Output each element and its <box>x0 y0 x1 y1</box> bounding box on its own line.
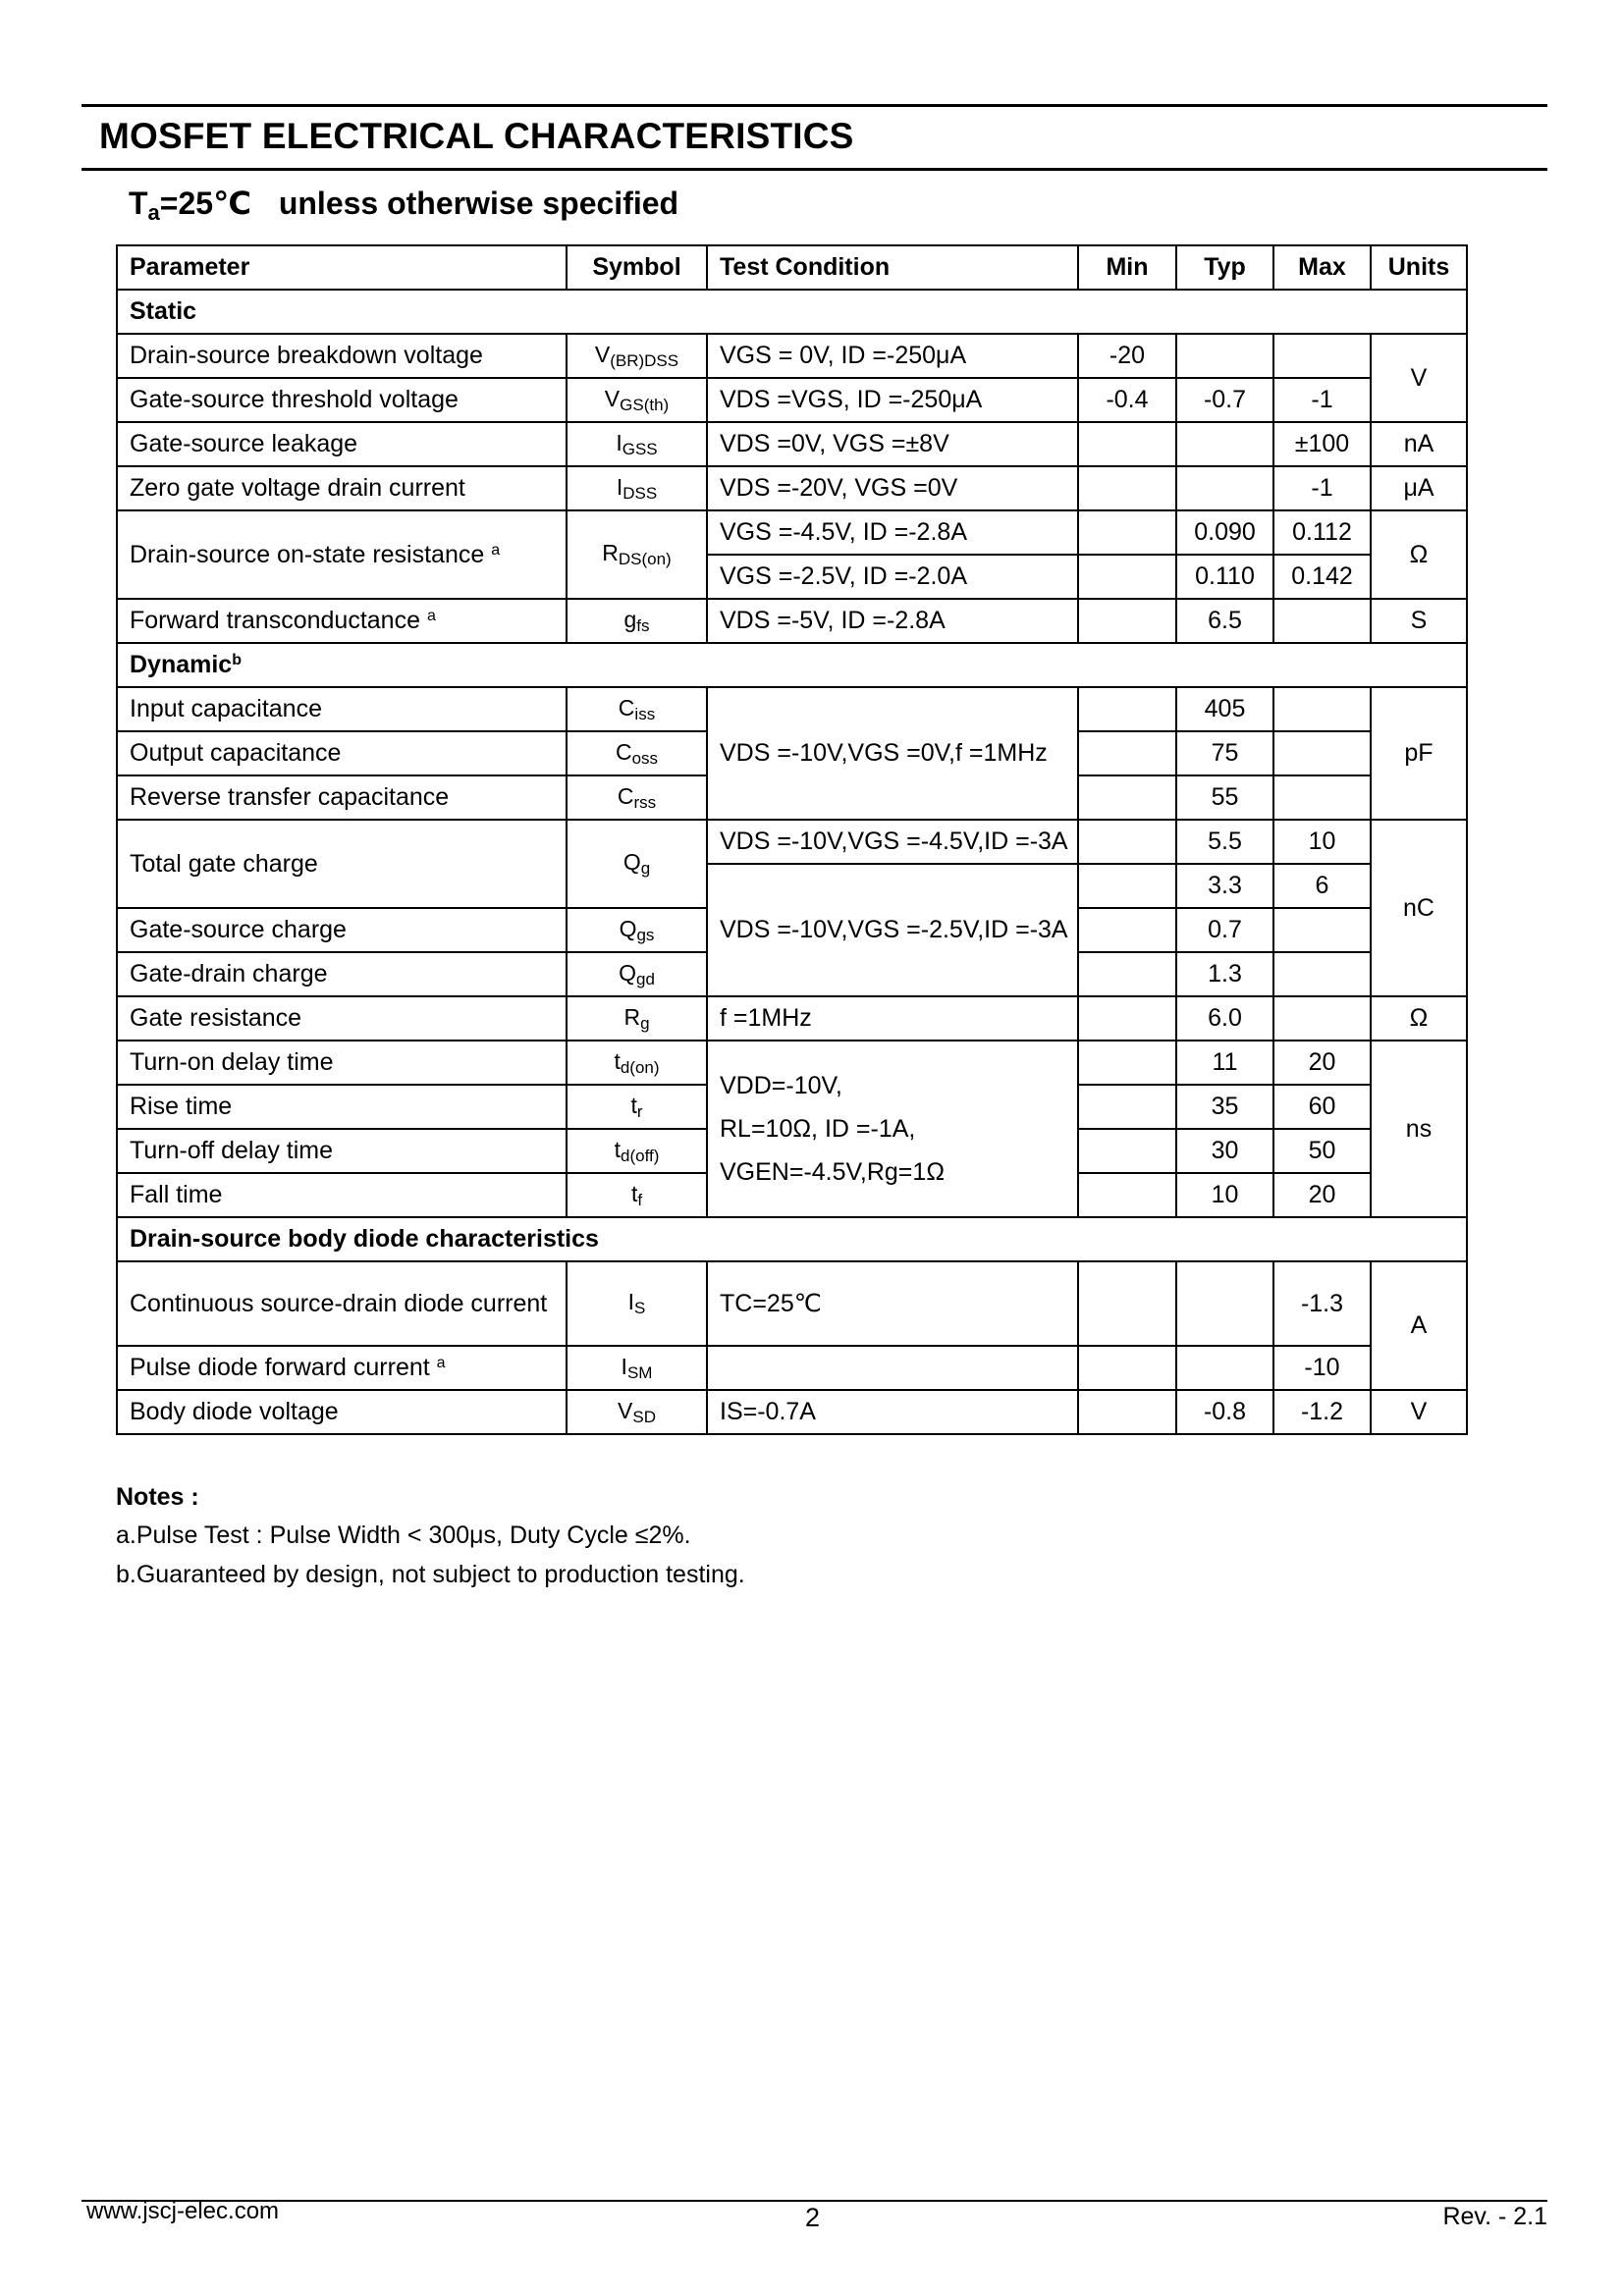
min-cell: -0.4 <box>1078 378 1176 422</box>
param-cell: Turn-on delay time <box>117 1041 567 1085</box>
notes <box>116 1483 745 1600</box>
symbol-cell: $V_{GS(th)}$ <box>567 378 707 422</box>
min-cell <box>1078 599 1176 643</box>
table-row <box>117 334 1467 378</box>
typ-cell <box>1176 422 1273 466</box>
test-cell: VDS =0V, VGS =±8V <box>707 422 1078 466</box>
typ-cell: -0.8 <box>1176 1390 1273 1434</box>
unit-cell: A <box>1371 1261 1467 1390</box>
table-row <box>117 599 1467 643</box>
section-label: Drain-source body diode characteristics <box>117 1217 1467 1261</box>
condition-t: T <box>129 186 148 221</box>
typ-cell: 0.110 <box>1176 555 1273 599</box>
symbol-cell: $R_{DS(on)}$ <box>567 510 707 599</box>
test-cell: f =1MHz <box>707 996 1078 1041</box>
header-test-condition: Test Condition <box>707 245 1078 290</box>
typ-cell: 11 <box>1176 1041 1273 1085</box>
symbol-cell: $I_{GSS}$ <box>567 422 707 466</box>
param-cell: Zero gate voltage drain current <box>117 466 567 510</box>
symbol-cell: $t_{d(off)}$ <box>567 1129 707 1173</box>
min-cell: -20 <box>1078 334 1176 378</box>
param-cell: Continuous source-drain diode current <box>117 1261 567 1346</box>
param-cell: Gate-source charge <box>117 908 567 952</box>
param-cell: Gate-drain charge <box>117 952 567 996</box>
symbol-cell: $t_{d(on)}$ <box>567 1041 707 1085</box>
min-cell <box>1078 731 1176 775</box>
min-cell <box>1078 908 1176 952</box>
min-cell <box>1078 555 1176 599</box>
switch-test-line: VGEN=-4.5V,Rg=1Ω <box>720 1158 946 1186</box>
min-cell <box>1078 687 1176 731</box>
symbol-cell: $V_{(BR)DSS}$ <box>567 334 707 378</box>
max-cell <box>1273 599 1371 643</box>
max-cell: 20 <box>1273 1173 1371 1217</box>
typ-cell: 3.3 <box>1176 864 1273 908</box>
min-cell <box>1078 510 1176 555</box>
typ-cell: 10 <box>1176 1173 1273 1217</box>
param-cell: Forward transconductance $^a$ <box>117 599 567 643</box>
param-cell: Total gate charge <box>117 820 567 908</box>
param-cell: Drain-source breakdown voltage <box>117 334 567 378</box>
param-cell: Gate resistance <box>117 996 567 1041</box>
typ-cell: -0.7 <box>1176 378 1273 422</box>
unit-cell: μA <box>1371 466 1467 510</box>
symbol-cell: $C_{rss}$ <box>567 775 707 820</box>
param-cell: Gate-source threshold voltage <box>117 378 567 422</box>
note-b: b.Guaranteed by design, not subject to production testing. <box>116 1561 745 1588</box>
max-cell: -1 <box>1273 466 1371 510</box>
test-cell: IS=-0.7A <box>707 1390 1078 1434</box>
unit-cell: Ω <box>1371 510 1467 599</box>
symbol-cell: $Q_{gs}$ <box>567 908 707 952</box>
header-row <box>117 245 1467 290</box>
max-cell: -10 <box>1273 1346 1371 1390</box>
test-cell: VDS =-10V,VGS =0V,f =1MHz <box>707 687 1078 820</box>
typ-cell: 405 <box>1176 687 1273 731</box>
max-cell: 60 <box>1273 1085 1371 1129</box>
max-cell: 0.112 <box>1273 510 1371 555</box>
table-row <box>117 510 1467 555</box>
max-cell <box>1273 952 1371 996</box>
typ-cell: 6.0 <box>1176 996 1273 1041</box>
max-cell <box>1273 731 1371 775</box>
unit-cell: S <box>1371 599 1467 643</box>
footer-url: www.jscj-elec.com <box>86 2198 280 2224</box>
symbol-cell: $I_S$ <box>567 1261 707 1346</box>
table-row <box>117 466 1467 510</box>
test-cell: VGS =-2.5V, ID =-2.0A <box>707 555 1078 599</box>
page-title: MOSFET ELECTRICAL CHARACTERISTICS <box>99 116 854 156</box>
test-cell: VGS = 0V, ID =-250μA <box>707 334 1078 378</box>
top-rule <box>81 104 1547 107</box>
unit-cell: nA <box>1371 422 1467 466</box>
section-label: Dynamic$^b$ <box>117 643 1467 687</box>
min-cell <box>1078 1261 1176 1346</box>
param-cell: Rise time <box>117 1085 567 1129</box>
table-row <box>117 820 1467 864</box>
table-row <box>117 1041 1467 1085</box>
header-parameter: Parameter <box>117 245 567 290</box>
typ-cell: 0.090 <box>1176 510 1273 555</box>
param-cell: Drain-source on-state resistance $^a$ <box>117 510 567 599</box>
table-row <box>117 687 1467 731</box>
test-cell: TC=25℃ <box>707 1261 1078 1346</box>
min-cell <box>1078 775 1176 820</box>
section-dynamic <box>117 643 1467 687</box>
switch-test-line: VDD=-10V, <box>720 1072 842 1099</box>
symbol-cell: $V_{SD}$ <box>567 1390 707 1434</box>
table-row <box>117 378 1467 422</box>
typ-cell <box>1176 334 1273 378</box>
table-row <box>117 1346 1467 1390</box>
header-symbol: Symbol <box>567 245 707 290</box>
max-cell: -1.2 <box>1273 1390 1371 1434</box>
unit-cell: V <box>1371 334 1467 422</box>
unit-cell: V <box>1371 1390 1467 1434</box>
param-cell: Reverse transfer capacitance <box>117 775 567 820</box>
condition-text: unless otherwise specified <box>278 186 679 221</box>
min-cell <box>1078 1041 1176 1085</box>
max-cell: 50 <box>1273 1129 1371 1173</box>
max-cell: 20 <box>1273 1041 1371 1085</box>
param-cell: Output capacitance <box>117 731 567 775</box>
table-row <box>117 1390 1467 1434</box>
max-cell <box>1273 334 1371 378</box>
note-a: a.Pulse Test : Pulse Width < 300μs, Duty Cycle ≤2%. <box>116 1522 691 1549</box>
min-cell <box>1078 1390 1176 1434</box>
header-max: Max <box>1273 245 1371 290</box>
symbol-cell: $C_{iss}$ <box>567 687 707 731</box>
symbol-cell: $g_{fs}$ <box>567 599 707 643</box>
max-cell: 6 <box>1273 864 1371 908</box>
param-cell: Gate-source leakage <box>117 422 567 466</box>
test-cell <box>707 1346 1078 1390</box>
symbol-cell: $Q_{gd}$ <box>567 952 707 996</box>
test-cell <box>707 1041 1078 1217</box>
test-cell: VDS =-5V, ID =-2.8A <box>707 599 1078 643</box>
typ-cell: 5.5 <box>1176 820 1273 864</box>
table-row <box>117 996 1467 1041</box>
typ-cell: 0.7 <box>1176 908 1273 952</box>
condition-a: a <box>147 200 160 225</box>
param-cell: Pulse diode forward current $^a$ <box>117 1346 567 1390</box>
footer-rule <box>81 2200 1547 2202</box>
min-cell <box>1078 1085 1176 1129</box>
max-cell: 0.142 <box>1273 555 1371 599</box>
max-cell: -1.3 <box>1273 1261 1371 1346</box>
unit-cell: Ω <box>1371 996 1467 1041</box>
max-cell <box>1273 996 1371 1041</box>
header-units: Units <box>1371 245 1467 290</box>
symbol-cell: $Q_g$ <box>567 820 707 908</box>
section-diode <box>117 1217 1467 1261</box>
max-cell: ±100 <box>1273 422 1371 466</box>
param-cell: Input capacitance <box>117 687 567 731</box>
min-cell <box>1078 1346 1176 1390</box>
typ-cell <box>1176 1346 1273 1390</box>
typ-cell: 6.5 <box>1176 599 1273 643</box>
min-cell <box>1078 1173 1176 1217</box>
typ-cell: 75 <box>1176 731 1273 775</box>
typ-cell: 35 <box>1176 1085 1273 1129</box>
symbol-cell: $C_{oss}$ <box>567 731 707 775</box>
header-min: Min <box>1078 245 1176 290</box>
characteristics-table <box>116 244 1468 1435</box>
unit-cell: nC <box>1371 820 1467 996</box>
min-cell <box>1078 952 1176 996</box>
symbol-cell: $I_{SM}$ <box>567 1346 707 1390</box>
min-cell <box>1078 466 1176 510</box>
unit-cell: ns <box>1371 1041 1467 1217</box>
param-cell: Fall time <box>117 1173 567 1217</box>
test-cell: VDS =VGS, ID =-250μA <box>707 378 1078 422</box>
typ-cell <box>1176 466 1273 510</box>
table-row <box>117 422 1467 466</box>
symbol-cell: $R_g$ <box>567 996 707 1041</box>
test-cell: VDS =-10V,VGS =-2.5V,ID =-3A <box>707 864 1078 996</box>
header-typ: Typ <box>1176 245 1273 290</box>
param-cell: Body diode voltage <box>117 1390 567 1434</box>
table-row <box>117 1261 1467 1346</box>
test-cell: VGS =-4.5V, ID =-2.8A <box>707 510 1078 555</box>
title-rule <box>81 168 1547 171</box>
typ-cell: 30 <box>1176 1129 1273 1173</box>
condition-heading <box>129 185 678 226</box>
min-cell <box>1078 996 1176 1041</box>
symbol-cell: $t_f$ <box>567 1173 707 1217</box>
symbol-cell: $I_{DSS}$ <box>567 466 707 510</box>
min-cell <box>1078 820 1176 864</box>
typ-cell: 1.3 <box>1176 952 1273 996</box>
condition-temp: =25℃ <box>159 186 251 221</box>
max-cell <box>1273 908 1371 952</box>
max-cell <box>1273 775 1371 820</box>
section-label: Static <box>117 290 1467 334</box>
symbol-cell: $t_r$ <box>567 1085 707 1129</box>
min-cell <box>1078 1129 1176 1173</box>
typ-cell <box>1176 1261 1273 1346</box>
test-cell: VDS =-20V, VGS =0V <box>707 466 1078 510</box>
notes-heading: Notes : <box>116 1483 199 1511</box>
min-cell <box>1078 864 1176 908</box>
switch-test-line: RL=10Ω, ID =-1A, <box>720 1115 916 1143</box>
test-cell: VDS =-10V,VGS =-4.5V,ID =-3A <box>707 820 1078 864</box>
revision: Rev. - 2.1 <box>1442 2203 1547 2230</box>
param-cell: Turn-off delay time <box>117 1129 567 1173</box>
typ-cell: 55 <box>1176 775 1273 820</box>
max-cell: 10 <box>1273 820 1371 864</box>
min-cell <box>1078 422 1176 466</box>
max-cell <box>1273 687 1371 731</box>
max-cell: -1 <box>1273 378 1371 422</box>
section-static <box>117 290 1467 334</box>
page-number: 2 <box>805 2203 821 2232</box>
unit-cell: pF <box>1371 687 1467 820</box>
